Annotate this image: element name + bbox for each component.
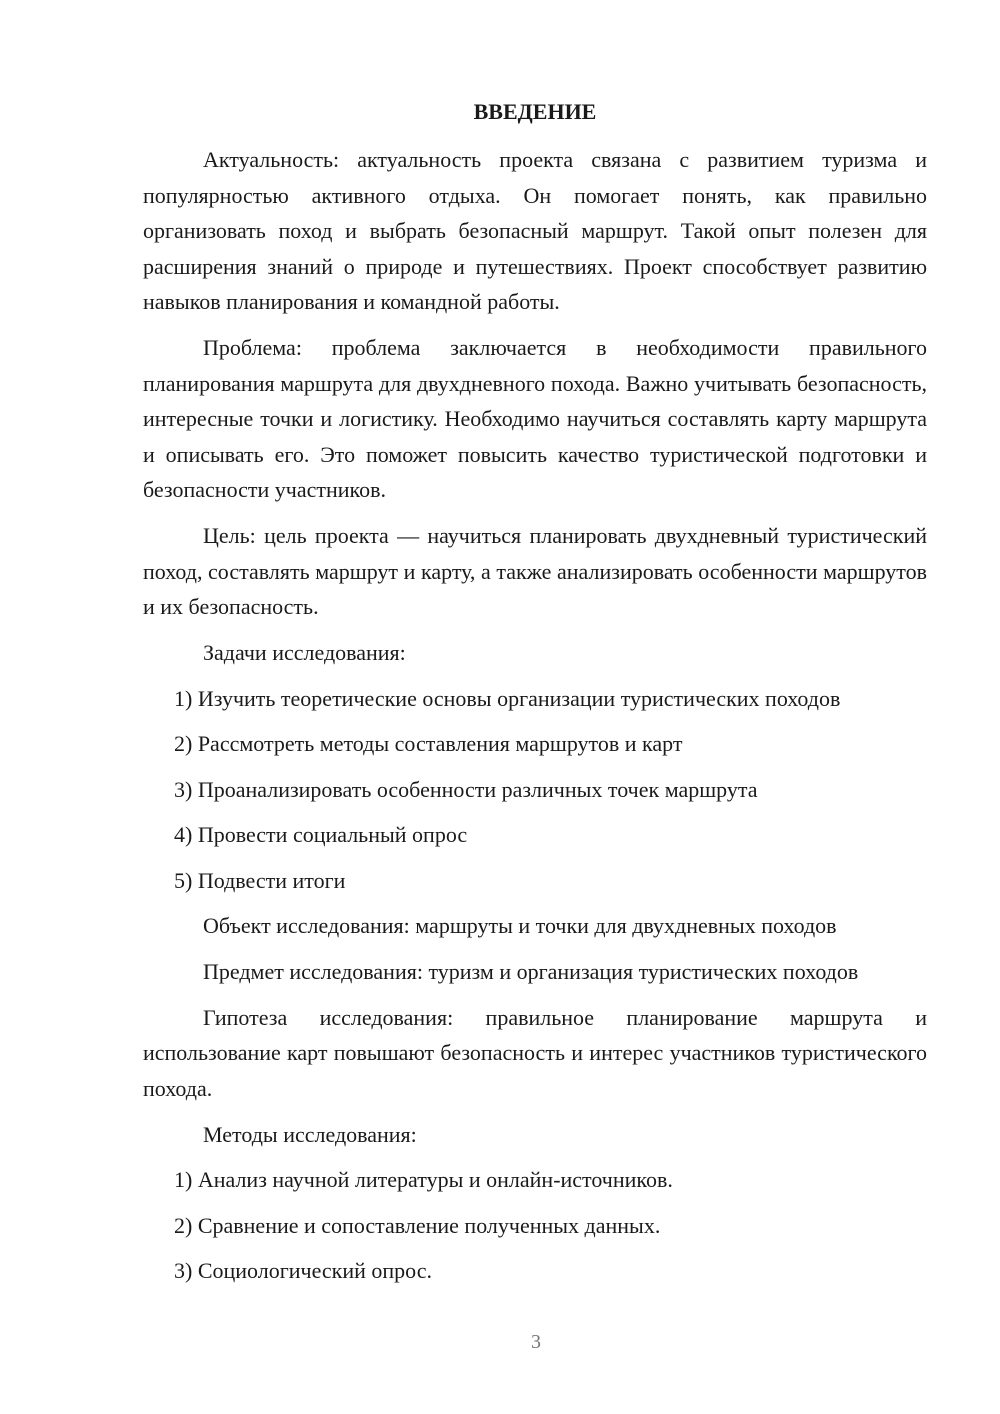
method-item: 2) Сравнение и сопоставление полученных данных. [174, 1212, 661, 1238]
hypothesis-paragraph: Гипотеза исследования: правильное планирование маршрута и использование карт повышают безопасность и интерес участников туристического похода. [143, 1004, 927, 1101]
tasks-heading: Задачи исследования: [203, 640, 406, 665]
relevance-paragraph: Актуальность: актуальность проекта связана с развитием туризма и популярностью активного отдыха. Он помогает понять, как правильно организовать поход и выбрать безопасный маршрут. Такой опыт полезен для расширения знаний о природе и путешествиях. Проект способствует развитию навыков планирования и командной работы. [143, 147, 927, 314]
page-number: 3 [531, 1331, 541, 1353]
task-item: 3) Проанализировать особенности различных точек маршрута [174, 776, 758, 802]
task-item: 1) Изучить теоретические основы организации туристических походов [174, 685, 841, 711]
task-item: 5) Подвести итоги [174, 867, 346, 893]
section-title: ВВЕДЕНИЕ [473, 99, 597, 124]
problem-paragraph: Проблема: проблема заключается в необходимости правильного планирования маршрута для двухдневного похода. Важно учитывать безопасность, интересные точки и логистику. Необходимо научиться составлять карту маршрута и описывать его. Это поможет повысить качество туристической подготовки и безопасности участников. [143, 335, 927, 502]
method-item: 1) Анализ научной литературы и онлайн-источников. [174, 1167, 673, 1192]
page-content [143, 92, 927, 1299]
subject-paragraph: Предмет исследования: туризм и организация туристических походов [203, 958, 859, 984]
methods-heading: Методы исследования: [203, 1121, 417, 1147]
task-item: 2) Рассмотреть методы составления маршрутов и карт [174, 731, 683, 756]
method-item: 3) Социологический опрос. [174, 1258, 432, 1283]
goal-paragraph: Цель: цель проекта — научиться планировать двухдневный туристический поход, составлять маршрут и карту, а также анализировать особенности маршрутов и их безопасность. [143, 523, 927, 619]
object-paragraph: Объект исследования: маршруты и точки для двухдневных походов [203, 913, 837, 938]
task-item: 4) Провести социальный опрос [174, 822, 468, 847]
